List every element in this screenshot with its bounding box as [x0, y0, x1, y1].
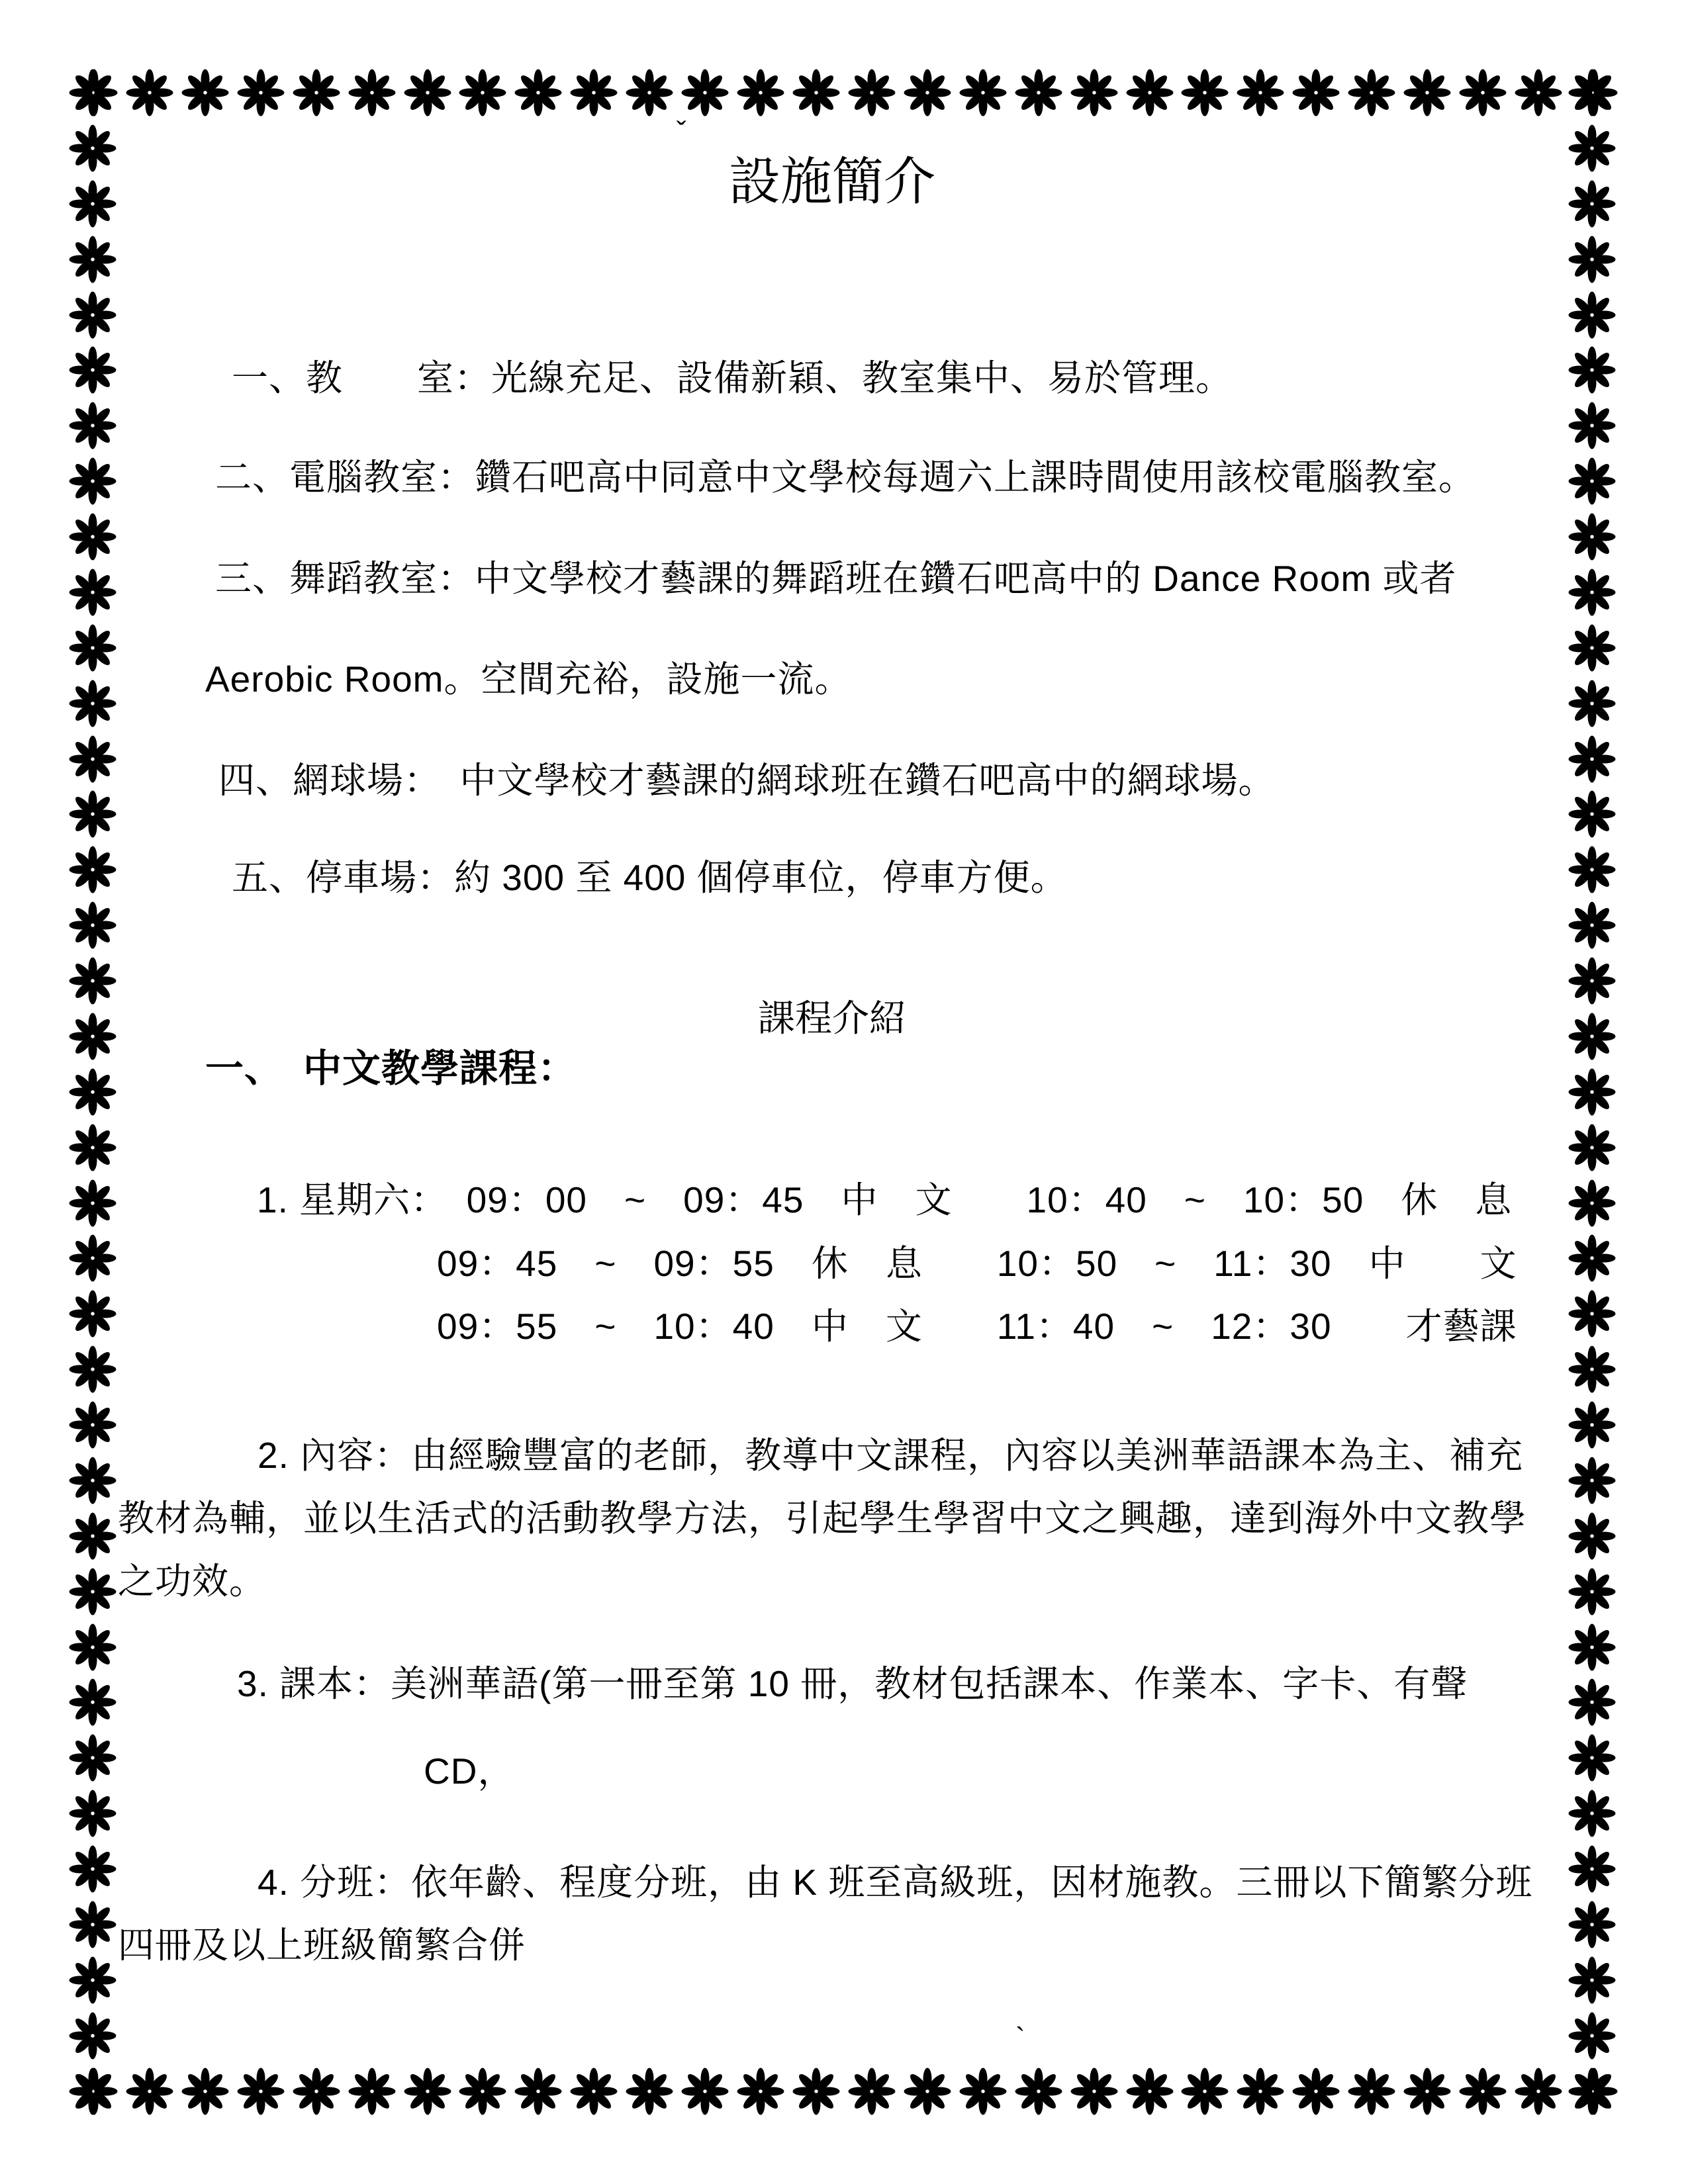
flower-icon	[1568, 735, 1616, 783]
flower-icon	[69, 513, 117, 561]
flower-icon	[69, 569, 117, 616]
flower-icon	[69, 735, 117, 783]
flower-icon	[1568, 1179, 1616, 1227]
flower-icon	[293, 2068, 340, 2115]
flower-icon	[293, 69, 340, 116]
stray-mark-bottom: `	[1015, 2022, 1025, 2054]
flower-icon	[69, 402, 117, 449]
flower-icon	[69, 69, 117, 116]
flower-icon	[1568, 1678, 1616, 1726]
flower-icon	[1568, 1512, 1616, 1560]
facility-item-computer-room: 二、電腦教室：鑽石吧高中同意中文學校每週六上課時間使用該校電腦教室。	[215, 457, 1476, 498]
flower-icon	[848, 2068, 896, 2115]
flower-icon	[681, 69, 729, 116]
flower-icon	[69, 1457, 117, 1504]
flower-icon	[69, 624, 117, 672]
flower-icon	[459, 2068, 506, 2115]
flower-icon	[69, 1179, 117, 1227]
flower-icon	[1568, 790, 1616, 838]
placement-paragraph-line-2: 四冊及以上班級簡繁合併	[118, 1925, 526, 1966]
border-top	[70, 69, 1618, 116]
flower-icon	[1181, 2068, 1229, 2115]
flower-icon	[1070, 2068, 1118, 2115]
flower-icon	[681, 2068, 729, 2115]
flower-icon	[1568, 1901, 1616, 1948]
flower-icon	[69, 2012, 117, 2060]
flower-icon	[69, 1068, 117, 1116]
content-paragraph-line-3: 之功效。	[118, 1561, 267, 1602]
flower-icon	[1568, 402, 1616, 449]
flower-icon	[626, 2068, 673, 2115]
flower-icon	[1403, 2068, 1451, 2115]
facility-item-classroom: 一、教 室：光線充足、設備新穎、教室集中、易於管理。	[232, 357, 1233, 398]
flower-icon	[1568, 291, 1616, 339]
flower-icon	[1292, 2068, 1340, 2115]
flower-icon	[69, 236, 117, 283]
flower-icon	[1126, 2068, 1174, 2115]
flower-icon	[1181, 69, 1229, 116]
flower-icon	[1568, 1845, 1616, 1893]
flower-icon	[1568, 1734, 1616, 1782]
flower-icon	[737, 69, 784, 116]
flower-icon	[1348, 2068, 1395, 2115]
border-right	[1568, 69, 1616, 2115]
flower-icon	[737, 2068, 784, 2115]
flower-icon	[69, 346, 117, 394]
facility-item-dance-room: 三、舞蹈教室：中文學校才藝課的舞蹈班在鑽石吧高中的 Dance Room 或者	[215, 558, 1457, 599]
facility-item-dance-room-cont: Aerobic Room。空間充裕，設施一流。	[205, 659, 852, 700]
flower-icon	[459, 69, 506, 116]
flower-icon	[1348, 69, 1395, 116]
flower-icon	[959, 2068, 1007, 2115]
flower-icon	[1568, 569, 1616, 616]
border-left	[69, 69, 117, 2115]
flower-icon	[69, 1290, 117, 1338]
flower-icon	[69, 1124, 117, 1171]
flower-icon	[570, 69, 618, 116]
flower-icon	[570, 2068, 618, 2115]
flower-icon	[1568, 2068, 1616, 2115]
flower-icon	[404, 69, 451, 116]
flower-icon	[69, 1512, 117, 1560]
flower-icon	[69, 680, 117, 727]
flower-icon	[69, 2068, 117, 2115]
flower-icon	[1459, 69, 1507, 116]
flower-icon	[1403, 69, 1451, 116]
facility-item-tennis-court: 四、網球場： 中文學校才藝課的網球班在鑽石吧高中的網球場。	[218, 760, 1276, 801]
flower-icon	[1568, 1568, 1616, 1615]
flower-icon	[69, 1845, 117, 1893]
flower-icon	[1568, 1457, 1616, 1504]
flower-icon	[237, 2068, 285, 2115]
courses-heading: 課程介紹	[758, 997, 906, 1039]
flower-icon	[514, 69, 562, 116]
flower-icon	[237, 69, 285, 116]
flower-icon	[904, 69, 951, 116]
flower-icon	[126, 69, 173, 116]
flower-icon	[904, 2068, 951, 2115]
flower-icon	[1568, 236, 1616, 283]
flower-icon	[69, 790, 117, 838]
flower-icon	[1568, 846, 1616, 893]
flower-icon	[1568, 1345, 1616, 1393]
flower-icon	[69, 1901, 117, 1948]
flower-icon	[69, 1345, 117, 1393]
flower-icon	[1568, 1068, 1616, 1116]
flower-icon	[69, 901, 117, 949]
flower-icon	[1568, 346, 1616, 394]
textbook-paragraph-line-2: CD，	[424, 1751, 515, 1792]
flower-icon	[1515, 69, 1562, 116]
flower-icon	[1515, 2068, 1562, 2115]
border-bottom	[70, 2068, 1618, 2115]
flower-icon	[181, 2068, 229, 2115]
flower-icon	[1568, 1124, 1616, 1171]
flower-icon	[1568, 1790, 1616, 1837]
flower-icon	[626, 69, 673, 116]
flower-icon	[1237, 2068, 1284, 2115]
page-title: 設施簡介	[728, 152, 935, 210]
facility-item-parking-lot: 五、停車場：約 300 至 400 個停車位，停車方便。	[232, 857, 1068, 898]
schedule-line-3: 09：55 ~ 10：40 中 文 11：40 ~ 12：30 才藝課	[437, 1306, 1517, 1347]
flower-icon	[1292, 69, 1340, 116]
flower-icon	[1126, 69, 1174, 116]
flower-icon	[792, 69, 840, 116]
flower-icon	[69, 846, 117, 893]
flower-icon	[1015, 2068, 1062, 2115]
placement-paragraph-line-1: 4. 分班：依年齡、程度分班，由 K 班至高級班，因材施教。三冊以下簡繁分班	[258, 1862, 1533, 1903]
content-paragraph-line-2: 教材為輔，並以生活式的活動教學方法，引起學生學習中文之興趣，達到海外中文教學	[118, 1498, 1527, 1539]
flower-icon	[1568, 2012, 1616, 2060]
flower-icon	[126, 2068, 173, 2115]
flower-icon	[69, 1790, 117, 1837]
flower-icon	[348, 69, 396, 116]
content-paragraph-line-1: 2. 內容：由經驗豐富的老師，教導中文課程，內容以美洲華語課本為主、補充	[258, 1435, 1524, 1476]
schedule-line-1: 1. 星期六： 09：00 ~ 09：45 中 文 10：40 ~ 10：50 休 息	[257, 1179, 1513, 1220]
flower-icon	[1568, 457, 1616, 505]
flower-icon	[1568, 1234, 1616, 1282]
flower-icon	[404, 2068, 451, 2115]
textbook-paragraph-line-1: 3. 課本：美洲華語(第一冊至第 10 冊，教材包括課本、作業本、字卡、有聲	[237, 1663, 1468, 1704]
flower-icon	[1568, 1290, 1616, 1338]
flower-icon	[69, 1401, 117, 1449]
schedule-line-2: 09：45 ~ 09：55 休 息 10：50 ~ 11：30 中 文	[437, 1243, 1517, 1284]
flower-icon	[69, 1234, 117, 1282]
flower-icon	[69, 1678, 117, 1726]
flower-icon	[1015, 69, 1062, 116]
flower-icon	[959, 69, 1007, 116]
flower-icon	[69, 1568, 117, 1615]
flower-icon	[1459, 2068, 1507, 2115]
flower-icon	[1237, 69, 1284, 116]
flower-icon	[69, 291, 117, 339]
flower-icon	[1568, 624, 1616, 672]
flower-icon	[69, 1734, 117, 1782]
courses-section-label: 一、 中文教學課程：	[205, 1047, 577, 1090]
flower-icon	[514, 2068, 562, 2115]
flower-icon	[1568, 1956, 1616, 2004]
flower-icon	[1568, 680, 1616, 727]
flower-icon	[1070, 69, 1118, 116]
flower-icon	[1568, 1401, 1616, 1449]
flower-icon	[69, 1623, 117, 1671]
flower-icon	[348, 2068, 396, 2115]
flower-icon	[1568, 513, 1616, 561]
flower-icon	[1568, 1623, 1616, 1671]
flower-icon	[1568, 901, 1616, 949]
flower-icon	[848, 69, 896, 116]
flower-icon	[69, 457, 117, 505]
flower-icon	[1568, 69, 1616, 116]
flower-icon	[181, 69, 229, 116]
flower-icon	[792, 2068, 840, 2115]
stray-mark-top: ˇ	[677, 116, 686, 148]
flower-icon	[69, 1956, 117, 2004]
